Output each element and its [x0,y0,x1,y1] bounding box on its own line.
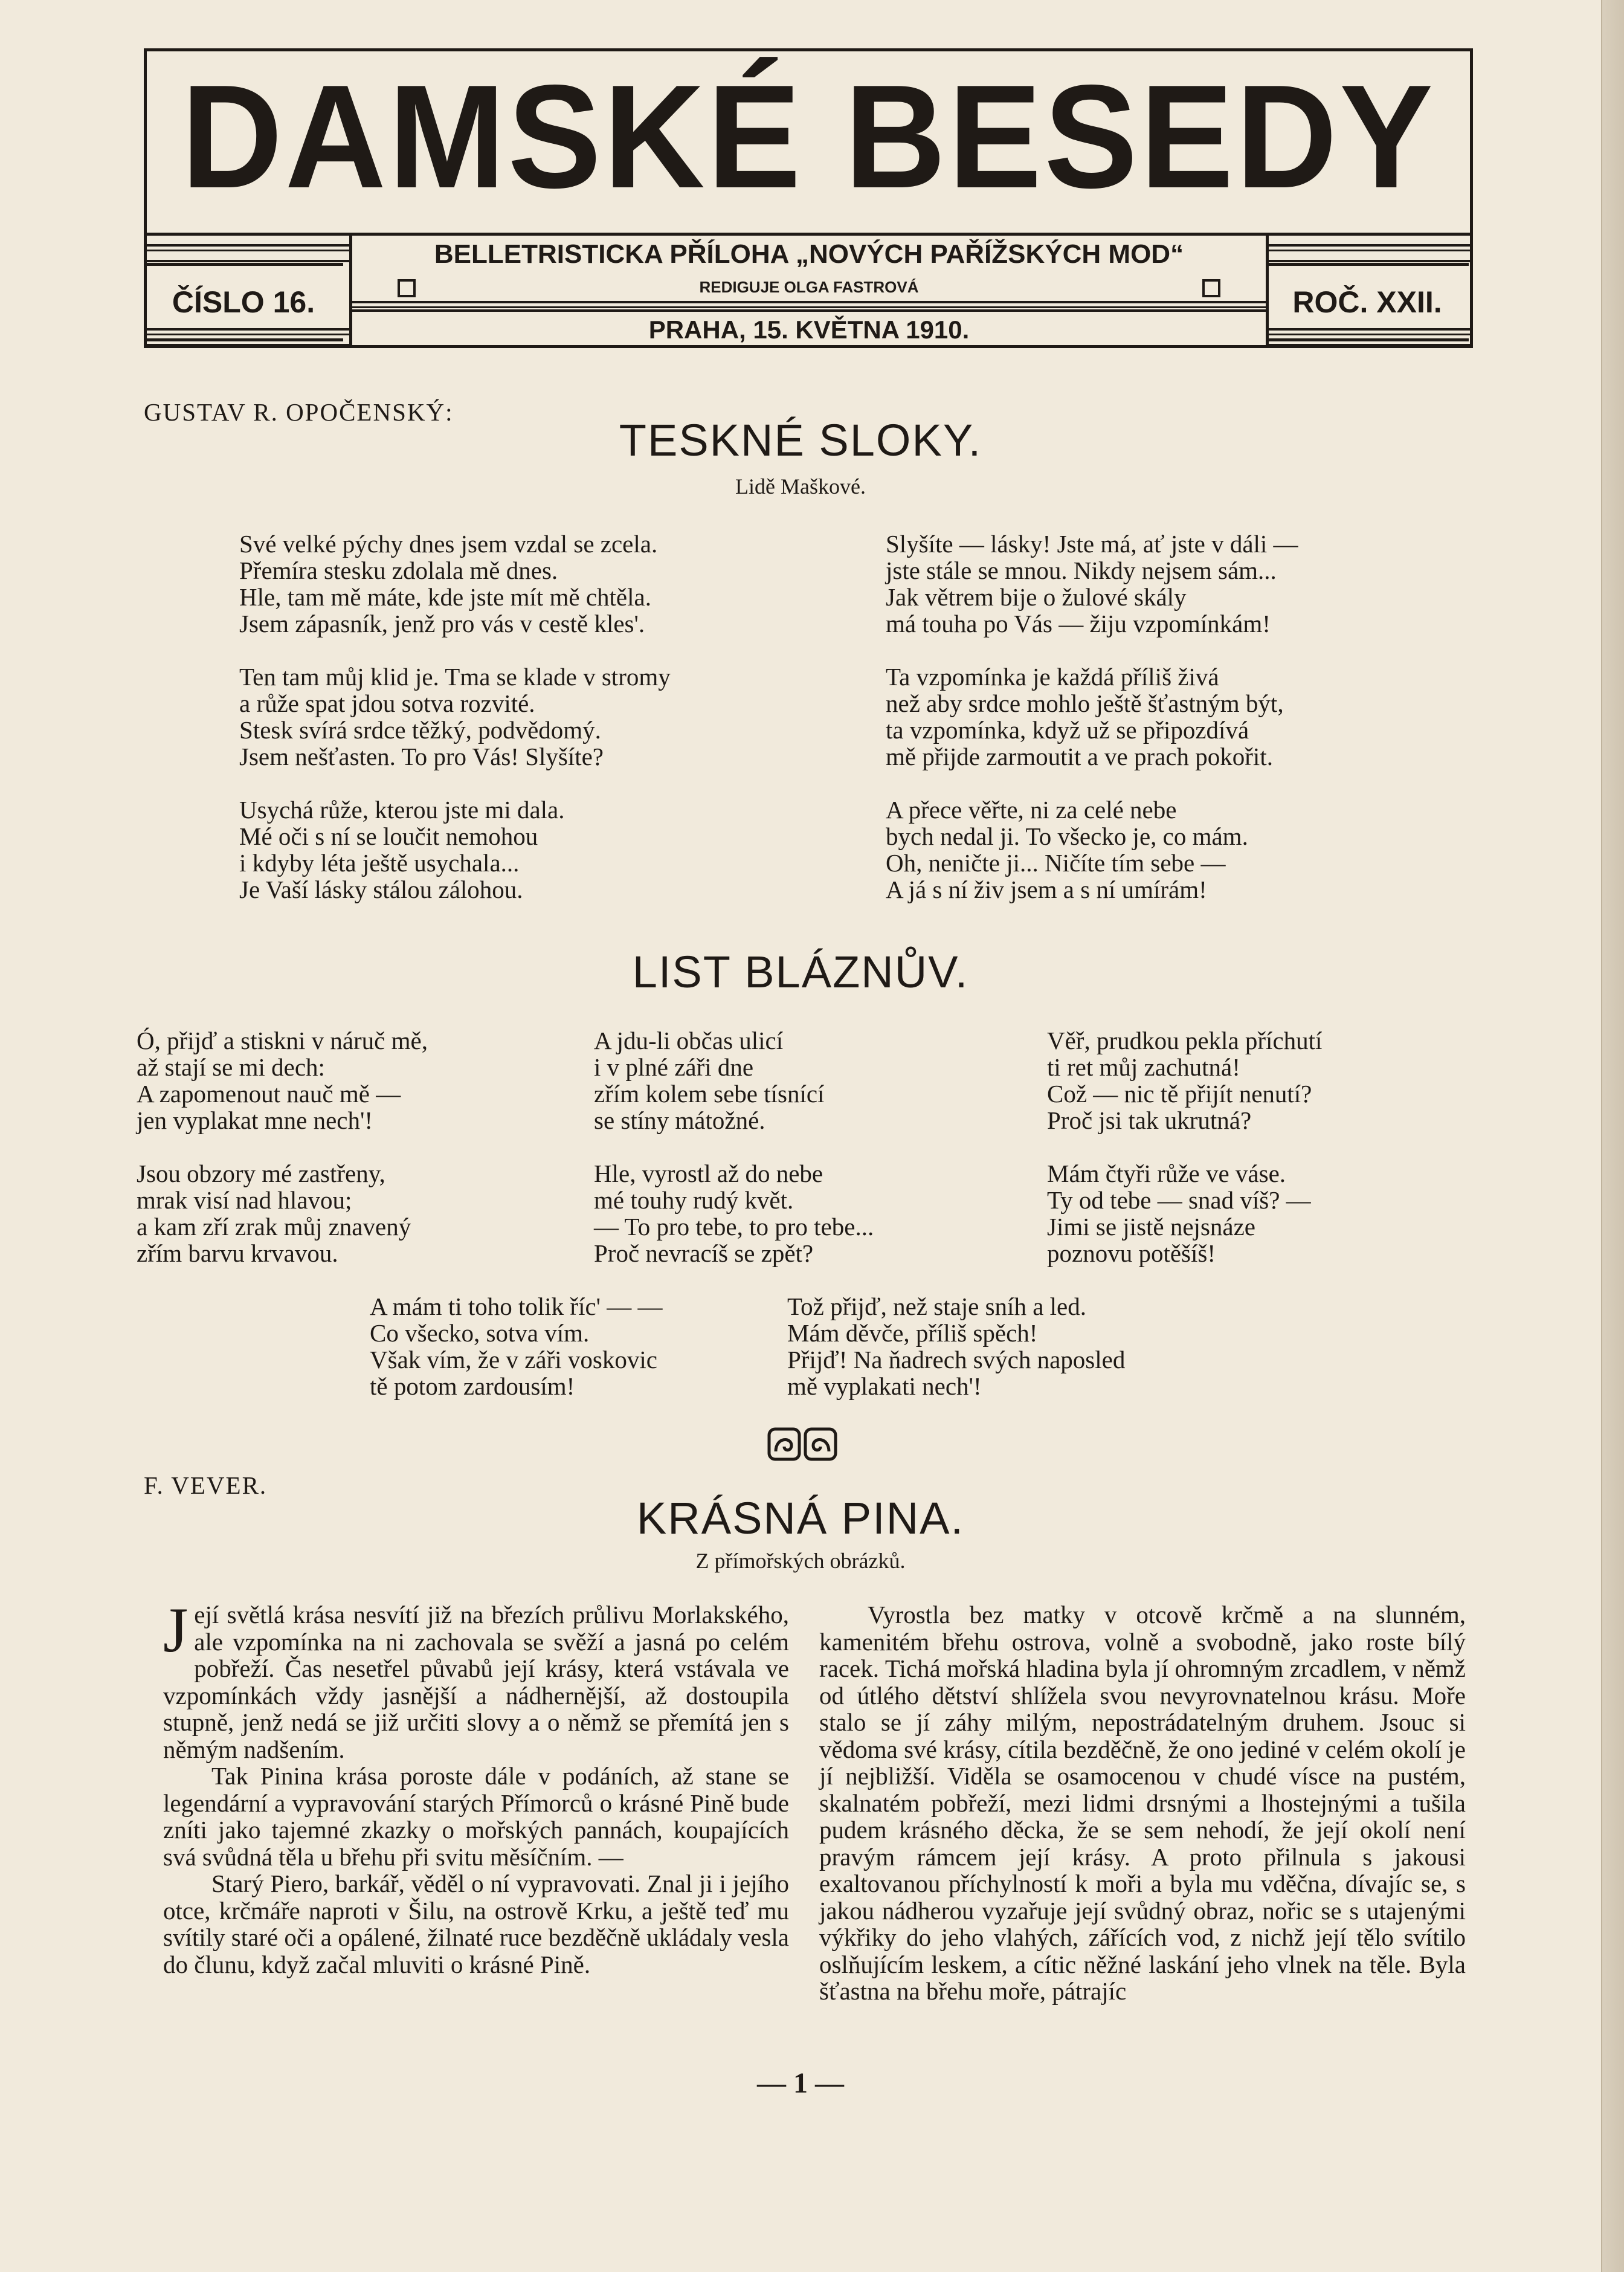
verse-line: Je Vaší lásky stálou zálohou. [239,876,523,903]
verse-line: Oh, neničte ji... Ničíte tím sebe — [886,849,1226,877]
verse-line: mrak visí nad hlavou; [137,1186,352,1214]
date-line: PRAHA, 15. KVĚTNA 1910. [648,315,970,344]
story-left-column [163,1595,789,1978]
verse-line: mě vyplakati nech'! [787,1372,982,1400]
page-edge [1601,0,1624,2272]
verse-line: tě potom zardousím! [370,1372,575,1400]
paragraph: Tak Pinina krása poroste dále v podáních, až stane se legendární a vypravování starých Přímorců o krásné Pině bude zníti jako tajemné zkazky o mořských pannách, koupajících svá svůdná těla u břehu při svitu měsíčním. — [163,1762,789,1871]
stanza [886,663,1298,770]
rule [352,301,1266,312]
stanza [1047,1027,1322,1134]
verse-line: Tož přijď, než staje sníh a led. [787,1293,1086,1320]
verse-line: až stají se mi dech: [137,1053,325,1081]
poem2-bottom-left [370,1293,663,1426]
verse-line: a kam zří zrak můj znavený [137,1213,411,1241]
poem2-col1 [137,1027,428,1293]
verse-line: zřím kolem sebe tísnící [594,1080,825,1108]
verse-line: Ty od tebe — snad víš? — [1047,1186,1311,1214]
rule [147,328,349,346]
verse-line: A jdu-li občas ulicí [594,1027,784,1054]
verse-line: Přijď! Na ňadrech svých naposled [787,1346,1126,1373]
verse-line: Mám děvče, příliš spěch! [787,1319,1038,1347]
issue-number: ČÍSLO 16. [144,263,343,341]
stanza [239,531,671,637]
verse-line: i kdyby léta ještě usychala... [239,849,520,877]
stanza [137,1027,428,1134]
stanza [594,1160,874,1267]
verse-line: Jsem nešťasten. To pro Vás! Slyšíte? [239,743,604,770]
story-right-column [819,1601,1466,2005]
verse-line: jen vyplakat mne nech'! [137,1106,373,1134]
verse-line: Proč nevracíš se zpět? [594,1239,814,1267]
story-title: KRÁSNÁ PINA. [636,1493,965,1543]
stanza [137,1160,428,1267]
poem1-left [239,531,671,929]
masthead-band [147,233,1470,348]
verse-line: Hle, tam mě máte, kde jste mít mě chtěla. [239,583,651,611]
stanza [886,796,1298,903]
verse-line: Což — nic tě přijít nenutí? [1047,1080,1312,1108]
masthead-center [349,236,1269,348]
verse-line: a růže spat jdou sotva rozvité. [239,689,535,717]
stanza [886,531,1298,637]
verse-line: Proč jsi tak ukrutná? [1047,1106,1252,1134]
poem2-col3 [1047,1027,1322,1293]
poem1-author: GUSTAV R. OPOČENSKÝ: [144,398,454,426]
verse-line: Však vím, že v záři voskovic [370,1346,657,1373]
square-ornament-icon [1202,279,1220,297]
verse-line: ta vzpomínka, když už se připozdívá [886,716,1249,744]
paragraph-text: ejí světlá krása nesvítí již na březích průlivu Morlakského, ale vzpomínka na ni zachovala se svěží a jasná po celém pobřeží. Čas nesetřel půvabů její krásy, která vstávala ve vzpomínkách vždy jasnější a nádhernější, až dostoupila stupně, jenž nedá se již určiti slovy a o němž se přemítá jen s němým nadšením. [163,1601,789,1763]
verse-line: mě přijde zarmoutit a ve prach pokořit. [886,743,1273,770]
stanza [594,1027,874,1134]
verse-line: A já s ní živ jsem a s ní umírám! [886,876,1207,903]
verse-line: Hle, vyrostl až do nebe [594,1160,823,1187]
verse-line: Jimi se jistě nejsnáze [1047,1213,1255,1241]
rule [147,244,349,262]
verse-line: A přece věřte, ni za celé nebe [886,796,1177,824]
poem1-right [886,531,1298,929]
poem2-col2 [594,1027,874,1293]
verse-line: — To pro tebe, to pro tebe... [594,1213,874,1241]
stanza [239,796,671,903]
stanza [1047,1160,1322,1267]
poem2-title: LIST BLÁZNŮV. [632,947,969,997]
verse-line: Přemíra stesku zdolala mě dnes. [239,557,558,584]
rule [1266,244,1470,262]
verse-line: poznovu potěšíš! [1047,1239,1216,1267]
rule [1266,328,1470,346]
poem1-dedication: Lidě Maškové. [735,474,866,499]
paragraph [163,1595,789,1763]
verse-line: Jsou obzory mé zastřeny, [137,1160,385,1187]
story-author: F. VEVER. [144,1471,268,1499]
story-subtitle: Z přímořských obrázků. [695,1549,906,1573]
verse-line: bych nedal ji. To všecko je, co mám. [886,822,1248,850]
drop-cap: J [163,1595,188,1665]
masthead [144,48,1473,348]
square-ornament-icon [398,279,416,297]
paragraph: Vyrostla bez matky v otcově krčmě a na slunném, kamenitém břehu ostrova, volně a svobodně, jako roste bílý racek. Tichá mořská hladina byla jí ohromným zrcadlem, v němž od útlého dětství shlížela svou nevyrovnatelnou krásu. Moře stalo se jí záhy milým, nepostrádatelným druhem. Jsouc si vědoma své krásy, cítila bezděčně, že ono jediné v celém okolí je jí nejbližší. Viděla se osamocenou v chudé vísce na pustém, skalnatém pobřeží, mezi lidmi drsnými a lhostejnými a tušila pudem krásného děcka, že se sem nehodí, že její okolí není pravým rámcem její krásy. A proto přilnula s jakousi exaltovanou příchylností k moři a byla mu vděčna, dívajíc se, s jakou nádherou vyzařuje její svůdný obraz, nořic se s utajenými výkřiky do jeho vlahých, zářících vod, z nichž její tělo svítilo oslňujícím leskem, a cític něžné laskání jeho vlnek na těle. Byla šťastna na břehu moře, pátrajíc [819,1601,1466,2005]
verse-line: Stesk svírá srdce těžký, podvědomý. [239,716,601,744]
verse-line: i v plné záři dne [594,1053,754,1081]
verse-line: jste stále se mnou. Nikdy nejsem sám... [886,557,1277,584]
stanza [787,1293,1125,1399]
stanza [370,1293,663,1399]
verse-line: zřím barvu krvavou. [137,1239,338,1267]
verse-line: než aby srdce mohlo ještě šťastným být, [886,689,1284,717]
verse-line: Mám čtyři růže ve váse. [1047,1160,1286,1187]
verse-line: Slyšíte — lásky! Jste má, ať jste v dáli — [886,530,1298,558]
paragraph: Starý Piero, barkář, věděl o ní vypravovati. Znal ji i jejího otce, krčmáře naproti v Šilu, na ostrově Krku, a ještě teď mu svítily staré oči a opálené, žilnaté ruce bezděčně ukládaly vesla do člunu, když začal mluviti o krásné Pině. [163,1870,789,1978]
editor: REDIGUJE OLGA FASTROVÁ [699,278,919,296]
verse-line: Ó, přijď a stiskni v náruč mě, [137,1027,428,1054]
editor-line [352,278,1266,297]
verse-line: Co všecko, sotva vím. [370,1319,590,1347]
stanza [239,663,671,770]
verse-line: Své velké pýchy dnes jsem vzdal se zcela. [239,530,658,558]
volume-number: ROČ. XXII. [1266,263,1469,341]
verse-line: A zapomenout nauč mě — [137,1080,401,1108]
poem2-bottom-right [787,1293,1125,1426]
supplement-line: BELLETRISTICKA PŘÍLOHA „NOVÝCH PAŘÍŽSKÝCH MOD“ [434,239,1184,269]
verse-line: Mé oči s ní se loučit nemohou [239,822,538,850]
verse-line: ti ret můj zachutná! [1047,1053,1240,1081]
verse-line: Ten tam můj klid je. Tma se klade v stromy [239,663,671,691]
verse-line: mé touhy rudý květ. [594,1186,794,1214]
verse-line: Jak větrem bije o žulové skály [886,583,1187,611]
poem1-title: TESKNÉ SLOKY. [619,415,982,465]
masthead-title: DAMSKÉ BESEDY [181,54,1436,219]
verse-line: se stíny mátožné. [594,1106,765,1134]
verse-line: má touha po Vás — žiju vzpomínkám! [886,610,1271,637]
verse-line: Věř, prudkou pekla příchutí [1047,1027,1323,1054]
ornament-divider-icon [767,1427,837,1461]
verse-line: A mám ti toho tolik říc' — — [370,1293,663,1320]
page-number: — 1 — [757,2067,844,2099]
verse-line: Jsem zápasník, jenž pro vás v cestě kles'. [239,610,645,637]
verse-line: Usychá růže, kterou jste mi dala. [239,796,565,824]
verse-line: Ta vzpomínka je každá příliš živá [886,663,1219,691]
